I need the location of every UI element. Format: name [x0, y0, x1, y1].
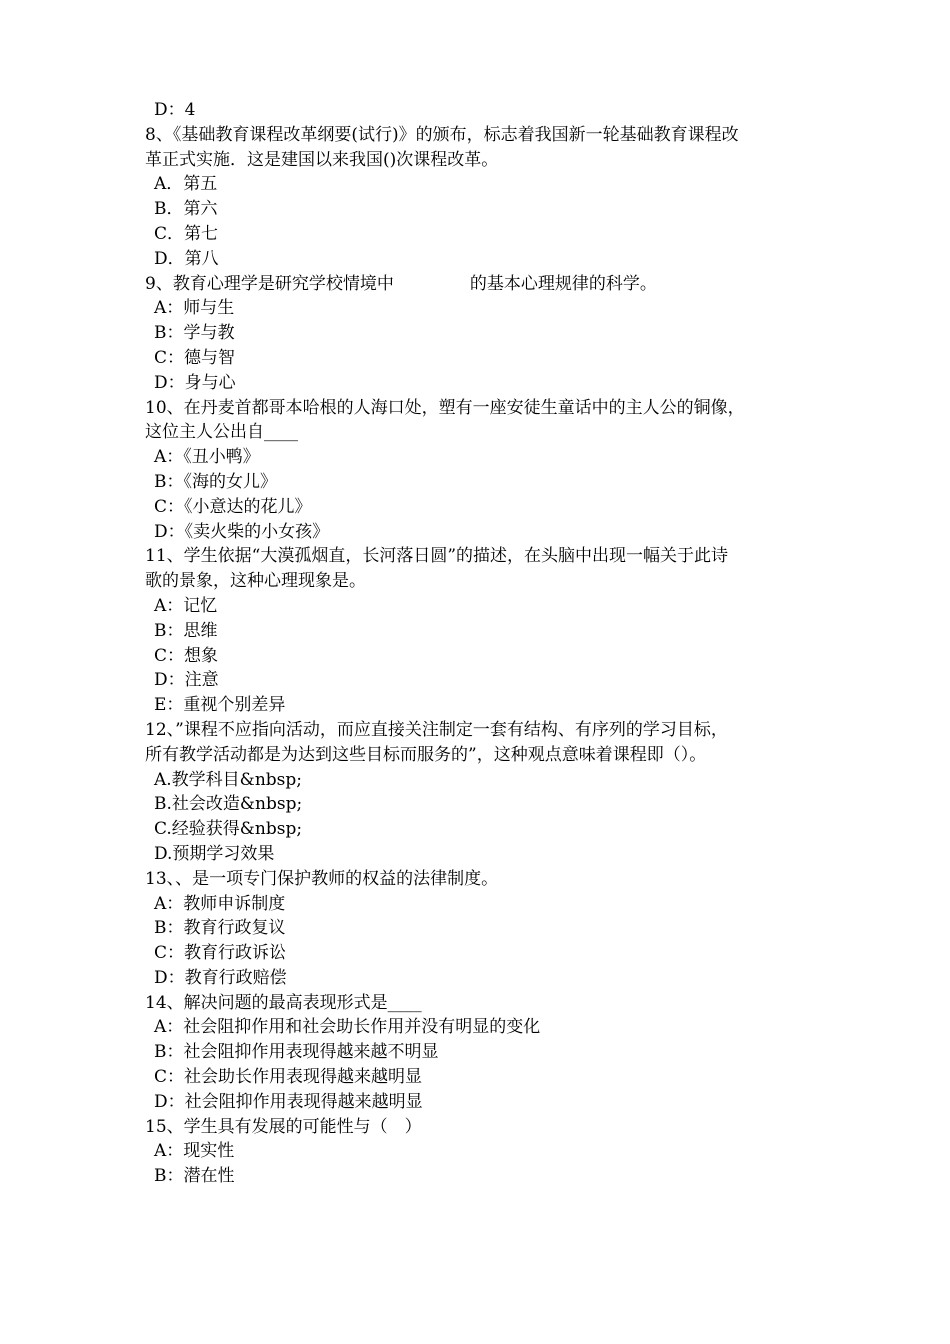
- answer-option-line: E：重视个别差异: [154, 695, 286, 716]
- question-text-line: 13、、是一项专门保护教师的权益的法律制度。: [145, 868, 499, 889]
- answer-option-line: B．第六: [154, 199, 218, 220]
- answer-option-line: C：想象: [154, 645, 219, 666]
- answer-option-line: C．第七: [154, 223, 219, 244]
- answer-option-line: D：社会阻抑作用表现得越来越明显: [154, 1091, 423, 1112]
- answer-option-line: C：教育行政诉讼: [154, 943, 287, 964]
- answer-option-line: B：《海的女儿》: [154, 471, 277, 492]
- answer-option-line: A：现实性: [154, 1141, 235, 1162]
- answer-option-line: D：注意: [154, 670, 219, 691]
- answer-option-line: A：《丑小鸭》: [154, 447, 260, 468]
- answer-option-line: D：4: [154, 100, 196, 120]
- question-text-part: 的基本心理规律的科学。: [469, 273, 657, 294]
- answer-option-line: C：《小意达的花儿》: [154, 496, 312, 517]
- answer-option-line: B.社会改造&nbsp;: [154, 794, 303, 815]
- document-page: [145, 98, 815, 1189]
- answer-option-line: B：教育行政复议: [154, 918, 286, 939]
- question-text-line: 11、学生依据“大漠孤烟直，长河落日圆”的描述，在头脑中出现一幅关于此诗: [145, 546, 729, 567]
- answer-option-line: A：师与生: [154, 298, 235, 319]
- answer-option-line: D．第八: [154, 248, 219, 269]
- answer-option-line: C.经验获得&nbsp;: [154, 819, 303, 840]
- question-text-part: 9、教育心理学是研究学校情境中: [145, 273, 394, 294]
- question-text-line: 15、学生具有发展的可能性与（ ）: [145, 1116, 422, 1137]
- answer-option-line: A．第五: [154, 174, 218, 195]
- answer-option-line: B：潜在性: [154, 1166, 235, 1187]
- answer-option-line: D：《卖火柴的小女孩》: [154, 521, 330, 542]
- question-text-line: 歌的景象，这种心理现象是。: [145, 571, 366, 592]
- question-text-line: 这位主人公出自____: [145, 422, 298, 443]
- answer-option-line: A：教师申诉制度: [154, 893, 286, 914]
- answer-option-line: A：社会阻抑作用和社会助长作用并没有明显的变化: [154, 1017, 541, 1038]
- question-text-line: 12、”课程不应指向活动，而应直接关注制定一套有结构、有序列的学习目标，: [145, 719, 728, 740]
- answer-option-line: D.预期学习效果: [154, 843, 275, 864]
- answer-option-line: D：身与心: [154, 372, 236, 393]
- question-text-line: 8、《基础教育课程改革纲要(试行)》的颁布，标志着我国新一轮基础教育课程改: [145, 124, 739, 145]
- answer-option-line: D：教育行政赔偿: [154, 967, 287, 988]
- question-text-line: 14、解决问题的最高表现形式是____: [145, 992, 422, 1013]
- question-text-line: 所有教学活动都是为达到这些目标而服务的”，这种观点意味着课程即（）。: [145, 744, 707, 765]
- question-text-line: [145, 272, 815, 297]
- answer-option-line: A.教学科目&nbsp;: [154, 769, 302, 790]
- answer-option-line: A：记忆: [154, 595, 218, 616]
- answer-option-line: C：社会助长作用表现得越来越明显: [154, 1067, 423, 1088]
- answer-option-line: C：德与智: [154, 347, 236, 368]
- answer-option-line: B：思维: [154, 620, 218, 641]
- question-text-line: 10、在丹麦首都哥本哈根的人海口处，塑有一座安徒生童话中的主人公的铜像，: [145, 397, 745, 418]
- answer-option-line: B：社会阻抑作用表现得越来越不明显: [154, 1042, 439, 1063]
- question-text-line: 革正式实施．这是建国以来我国()次课程改革。: [145, 149, 499, 170]
- answer-option-line: B：学与教: [154, 323, 235, 344]
